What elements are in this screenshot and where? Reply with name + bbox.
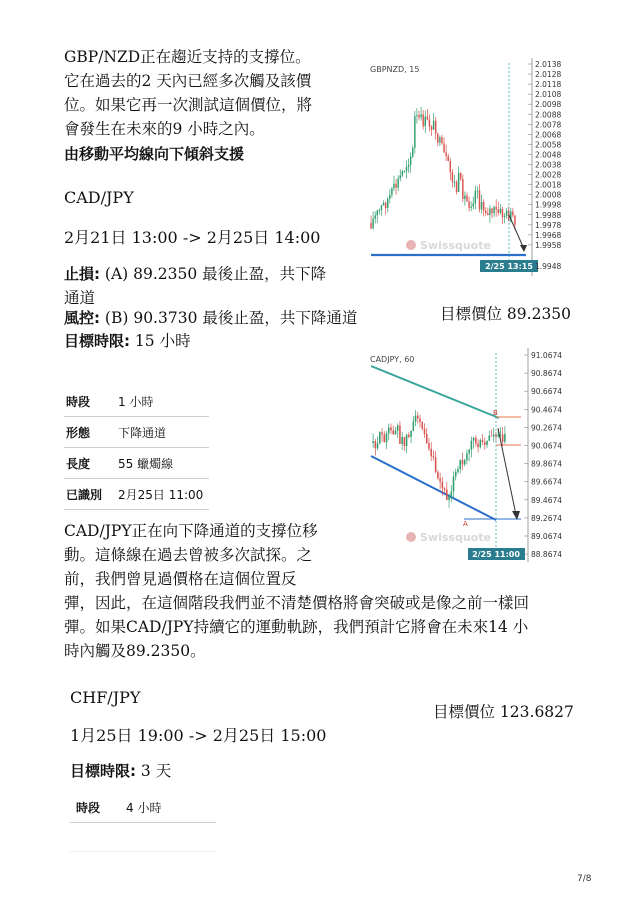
page-number: 7/8 — [577, 874, 592, 884]
cadjpy-tick-label: 89.4674 — [531, 495, 563, 505]
cadjpy-upper-channel-line — [371, 366, 499, 418]
gbpnzd-candle — [385, 203, 386, 208]
cadjpy-candle — [453, 477, 455, 492]
risk-value: (B) 90.3730 最後止盈，共下降通道 — [100, 309, 358, 327]
gbpnzd-candle — [512, 211, 513, 215]
table-key: 時段 — [70, 792, 126, 823]
cadjpy-candle — [395, 431, 397, 435]
table-row — [64, 479, 209, 510]
gbpnzd-candle — [495, 207, 496, 210]
chfjpy-target-price: 目標價位 123.6827 — [433, 703, 574, 721]
table-row — [70, 792, 216, 823]
cadjpy-line-6: 時內觸及89.2350。 — [64, 642, 206, 660]
chfjpy-pair-title: CHF/JPY — [70, 688, 141, 707]
gbpnzd-candle — [427, 117, 428, 120]
cadjpy-candle — [488, 436, 490, 441]
table-row — [64, 448, 209, 479]
table-value: 4 小時 — [126, 792, 216, 823]
cadjpy-candle — [379, 432, 381, 443]
cadjpy-candle — [473, 438, 475, 441]
table-row — [64, 417, 209, 448]
gbpnzd-candle — [377, 211, 378, 216]
gbpnzd-candle — [487, 213, 488, 215]
gbpnzd-candle — [500, 209, 501, 213]
stop-loss-value: (A) 89.2350 最後止盈，共下降 — [100, 265, 327, 283]
cadjpy-candle — [451, 491, 453, 496]
gbpnzd-line-2: 它在過去的2 天內已經多次觸及該價 — [64, 72, 312, 90]
gbpnzd-price-badge: 1.9948 — [535, 262, 562, 271]
gbpnzd-candle — [389, 195, 390, 199]
cadjpy-candle — [386, 433, 388, 442]
gbpnzd-tick-label: 2.0038 — [535, 160, 562, 170]
cadjpy-candle — [486, 441, 488, 445]
gbpnzd-date-badge: 2/25 13:15 — [485, 262, 533, 271]
table-key: 已識別 — [64, 479, 118, 510]
gbpnzd-candle — [406, 167, 407, 171]
gbpnzd-candle — [485, 211, 486, 213]
gbpnzd-candle — [443, 143, 444, 152]
gbpnzd-tick-label: 2.0098 — [535, 100, 562, 110]
table-key: 長度 — [64, 448, 118, 479]
gbpnzd-tick-label: 2.0078 — [535, 120, 562, 130]
cadjpy-candle — [390, 427, 392, 430]
cadjpy-candle — [482, 440, 484, 442]
gbpnzd-candle — [383, 203, 384, 206]
table-value: 1 小時 — [118, 386, 209, 417]
gbpnzd-candle — [462, 179, 463, 199]
cadjpy-tick-label: 90.2674 — [531, 423, 563, 433]
cadjpy-projection-arrow — [498, 428, 516, 515]
cadjpy-chart-label: CADJPY, 60 — [370, 355, 415, 364]
gbpnzd-tick-label: 1.9968 — [535, 230, 562, 240]
gbpnzd-candle — [395, 184, 396, 188]
cadjpy-candle — [480, 440, 482, 447]
cadjpy-candle — [471, 441, 473, 450]
gbpnzd-chart — [366, 58, 576, 276]
cadjpy-tick-label: 88.8674 — [531, 550, 563, 560]
cadjpy-candle — [455, 472, 457, 477]
cadjpy-candle — [424, 429, 426, 434]
table-value: 2月25日 11:00 — [118, 479, 209, 510]
cadjpy-candle — [504, 434, 506, 442]
gbpnzd-candle — [460, 173, 461, 179]
cadjpy-candle — [421, 422, 423, 429]
gbpnzd-candle — [422, 114, 423, 126]
gbpnzd-paragraph — [64, 45, 364, 141]
cadjpy-candle — [417, 416, 419, 419]
gbpnzd-tick-label: 1.9998 — [535, 200, 562, 210]
gbpnzd-tick-label: 2.0028 — [535, 170, 562, 180]
gbpnzd-candle — [437, 134, 438, 143]
gbpnzd-tick-label: 2.0118 — [535, 80, 562, 90]
cadjpy-risk — [64, 306, 357, 330]
cadjpy-candle — [372, 441, 374, 443]
cadjpy-candle — [375, 441, 377, 448]
cadjpy-paragraph — [64, 519, 624, 663]
cadjpy-line-5: 彈。如果CAD/JPY持續它的運動軌跡，我們預計它將會在未來14 小 — [64, 618, 529, 636]
cadjpy-target-time — [64, 329, 191, 353]
gbpnzd-candle — [402, 171, 403, 175]
gbpnzd-candle — [370, 223, 371, 228]
gbpnzd-candle — [429, 119, 430, 126]
cadjpy-tick-label: 89.6674 — [531, 477, 563, 487]
cadjpy-tick-label: 89.0674 — [531, 532, 563, 541]
cadjpy-candle — [408, 435, 410, 437]
gbpnzd-tick-label: 2.0138 — [535, 60, 562, 69]
cadjpy-candle — [384, 435, 386, 443]
cadjpy-candle — [428, 443, 430, 449]
cadjpy-candle — [457, 469, 459, 472]
gbpnzd-candle — [447, 156, 448, 161]
gbpnzd-candle — [506, 210, 507, 215]
gbpnzd-tick-label: 1.9988 — [535, 210, 562, 220]
cadjpy-candle — [399, 425, 401, 444]
gbpnzd-candle — [381, 205, 382, 210]
table-row — [64, 386, 209, 417]
gbpnzd-candle — [464, 195, 465, 198]
gbpnzd-tick-label: 2.0088 — [535, 110, 562, 120]
gbpnzd-candle — [372, 219, 373, 229]
table-key: 時段 — [64, 386, 118, 417]
cadjpy-candle — [392, 430, 394, 434]
gbpnzd-tick-label: 2.0128 — [535, 70, 562, 80]
risk-label: 風控: — [64, 309, 100, 327]
cadjpy-target-price: 目標價位 89.2350 — [440, 305, 572, 323]
target-time-label: 目標時限: — [64, 332, 130, 350]
cadjpy-candle — [388, 427, 390, 433]
cadjpy-point-b: B — [493, 409, 498, 417]
cadjpy-pair-title: CAD/JPY — [64, 188, 134, 207]
gbpnzd-candle — [420, 114, 421, 117]
gbpnzd-candle — [393, 184, 394, 188]
cadjpy-candle — [433, 456, 435, 457]
gbpnzd-candle — [433, 121, 434, 130]
gbpnzd-tick-label: 2.0018 — [535, 180, 562, 190]
gbpnzd-candle — [458, 173, 459, 192]
chfjpy-period: 1月25日 19:00 -> 2月25日 15:00 — [70, 726, 327, 745]
gbpnzd-candle — [445, 152, 446, 156]
cadjpy-candle — [477, 444, 479, 448]
cadjpy-candle — [439, 478, 441, 481]
gbpnzd-candle — [491, 209, 492, 214]
gbpnzd-candle — [414, 116, 415, 148]
cadjpy-tick-label: 90.4674 — [531, 405, 563, 415]
cadjpy-candle — [442, 482, 444, 488]
cadjpy-tick-label: 91.0674 — [531, 351, 563, 360]
cadjpy-candle — [413, 422, 415, 431]
cadjpy-point-a: A — [463, 520, 468, 528]
cadjpy-candle — [493, 434, 495, 436]
cadjpy-candle — [448, 496, 450, 499]
cadjpy-candle — [502, 434, 504, 441]
cadjpy-watermark: Swissquote — [420, 531, 491, 544]
cadjpy-line-2: 動。這條線在過去曾被多次試探。之 — [64, 546, 313, 564]
gbpnzd-candle — [514, 215, 515, 224]
gbpnzd-candle — [425, 117, 426, 127]
target-time-label: 目標時限: — [70, 762, 136, 780]
gbpnzd-candle — [477, 190, 478, 191]
gbpnzd-tick-label: 1.9978 — [535, 220, 562, 230]
gbpnzd-candle — [468, 201, 469, 207]
gbpnzd-candle — [470, 207, 471, 208]
gbpnzd-candle — [418, 115, 419, 117]
gbpnzd-candle — [379, 210, 380, 211]
cadjpy-candle — [410, 431, 412, 437]
gbpnzd-candle — [466, 195, 467, 201]
gbpnzd-chart-label: GBPNZD, 15 — [370, 65, 420, 74]
gbpnzd-candle — [439, 137, 440, 142]
cadjpy-candle — [446, 490, 448, 500]
table-key: 形態 — [64, 417, 118, 448]
cadjpy-period: 2月21日 13:00 -> 2月25日 14:00 — [64, 228, 321, 247]
gbpnzd-watermark: Swissquote — [420, 239, 491, 252]
chfjpy-info-table — [70, 792, 216, 823]
cadjpy-candle — [497, 435, 499, 437]
gbpnzd-tick-label: 2.0108 — [535, 90, 562, 100]
gbpnzd-candle — [397, 178, 398, 187]
gbpnzd-candle — [456, 182, 457, 192]
cadjpy-candle — [437, 472, 439, 478]
cadjpy-candle — [484, 442, 486, 445]
gbpnzd-candle — [473, 203, 474, 206]
gbpnzd-tick-label: 2.0048 — [535, 150, 562, 160]
gbpnzd-candle — [489, 209, 490, 216]
cadjpy-candle — [397, 425, 399, 430]
cadjpy-tick-label: 90.6674 — [531, 387, 563, 397]
gbpnzd-candle — [502, 209, 503, 217]
gbpnzd-candle — [387, 199, 388, 208]
gbpnzd-tick-label: 1.9958 — [535, 240, 562, 250]
gbpnzd-candle — [454, 182, 455, 183]
cadjpy-line-3: 前，我們曾見過價格在這個位置反 — [64, 570, 297, 588]
cadjpy-tick-label: 89.8674 — [531, 459, 563, 469]
gbpnzd-candle — [410, 157, 411, 165]
cadjpy-candle — [430, 449, 432, 456]
gbpnzd-candle — [504, 216, 505, 217]
cadjpy-line-1: CAD/JPY正在向下降通道的支撐位移 — [64, 522, 318, 540]
gbpnzd-tick-label: 2.0068 — [535, 130, 562, 140]
gbpnzd-line-4: 會發生在未來的9 小時之內。 — [64, 120, 265, 138]
cadjpy-candle — [419, 419, 421, 422]
gbpnzd-candle — [475, 191, 476, 203]
gbpnzd-candle — [400, 176, 401, 179]
cadjpy-stop-loss — [64, 262, 374, 310]
cadjpy-candle — [381, 432, 383, 434]
cadjpy-line-4: 彈，因此，在這個階段我們並不清楚價格將會突破或是像之前一樣回 — [64, 594, 530, 612]
cadjpy-candle — [464, 460, 466, 464]
gbpnzd-candle — [493, 207, 494, 213]
gbpnzd-candle — [441, 137, 442, 143]
cadjpy-lower-channel-line — [371, 456, 496, 520]
gbpnzd-candle — [374, 215, 375, 218]
cadjpy-candle — [468, 450, 470, 454]
cadjpy-candle — [462, 460, 464, 464]
cadjpy-candle — [401, 437, 403, 444]
gbpnzd-candle — [479, 190, 480, 209]
swissquote-logo-icon — [406, 240, 416, 250]
cadjpy-candle — [475, 438, 477, 444]
cadjpy-candle — [491, 436, 493, 437]
target-time-value: 3 天 — [136, 762, 172, 780]
gbpnzd-tick-label: 2.0058 — [535, 140, 562, 150]
gbpnzd-candle — [483, 202, 484, 211]
cadjpy-candle — [466, 453, 468, 460]
cadjpy-candle — [415, 416, 417, 422]
gbpnzd-tick-label: 2.0008 — [535, 190, 562, 200]
gbpnzd-candle — [391, 188, 392, 195]
stop-loss-value-cont: 通道 — [64, 289, 96, 307]
gbpnzd-candle — [404, 171, 405, 172]
cadjpy-candle — [377, 443, 379, 448]
gbpnzd-subheading: 由移動平均線向下傾斜支援 — [64, 145, 245, 163]
cadjpy-tick-label: 90.8674 — [531, 369, 563, 379]
table-value: 下降通道 — [118, 417, 209, 448]
cadjpy-tick-label: 90.0674 — [531, 441, 563, 451]
gbpnzd-candle — [452, 172, 453, 182]
gbpnzd-candle — [412, 148, 413, 157]
gbpnzd-candle — [416, 115, 417, 116]
gbpnzd-candle — [498, 209, 499, 212]
gbpnzd-candle — [481, 202, 482, 209]
chfjpy-target-time — [70, 759, 171, 783]
stop-loss-label: 止損: — [64, 265, 100, 283]
target-time-value: 15 小時 — [130, 332, 191, 350]
table-value: 55 蠟燭線 — [118, 448, 209, 479]
gbpnzd-candle — [450, 161, 451, 172]
cadjpy-date-badge: 2/25 11:00 — [472, 550, 520, 559]
gbpnzd-candle — [431, 127, 432, 130]
gbpnzd-candle — [408, 165, 409, 167]
cadjpy-candle — [426, 434, 428, 443]
gbpnzd-candle — [435, 121, 436, 134]
cadjpy-candle — [444, 488, 446, 489]
cadjpy-candle — [435, 457, 437, 472]
cadjpy-info-table — [64, 386, 209, 510]
cadjpy-candle — [404, 437, 406, 446]
divider — [70, 851, 216, 852]
cadjpy-tick-label: 89.2674 — [531, 513, 563, 523]
cadjpy-candle — [459, 460, 461, 469]
gbpnzd-line-1: GBP/NZD正在趨近支持的支撐位。 — [64, 48, 311, 66]
gbpnzd-line-3: 位。如果它再一次測試這個價位，將 — [64, 96, 313, 114]
cadjpy-candle — [406, 435, 408, 446]
